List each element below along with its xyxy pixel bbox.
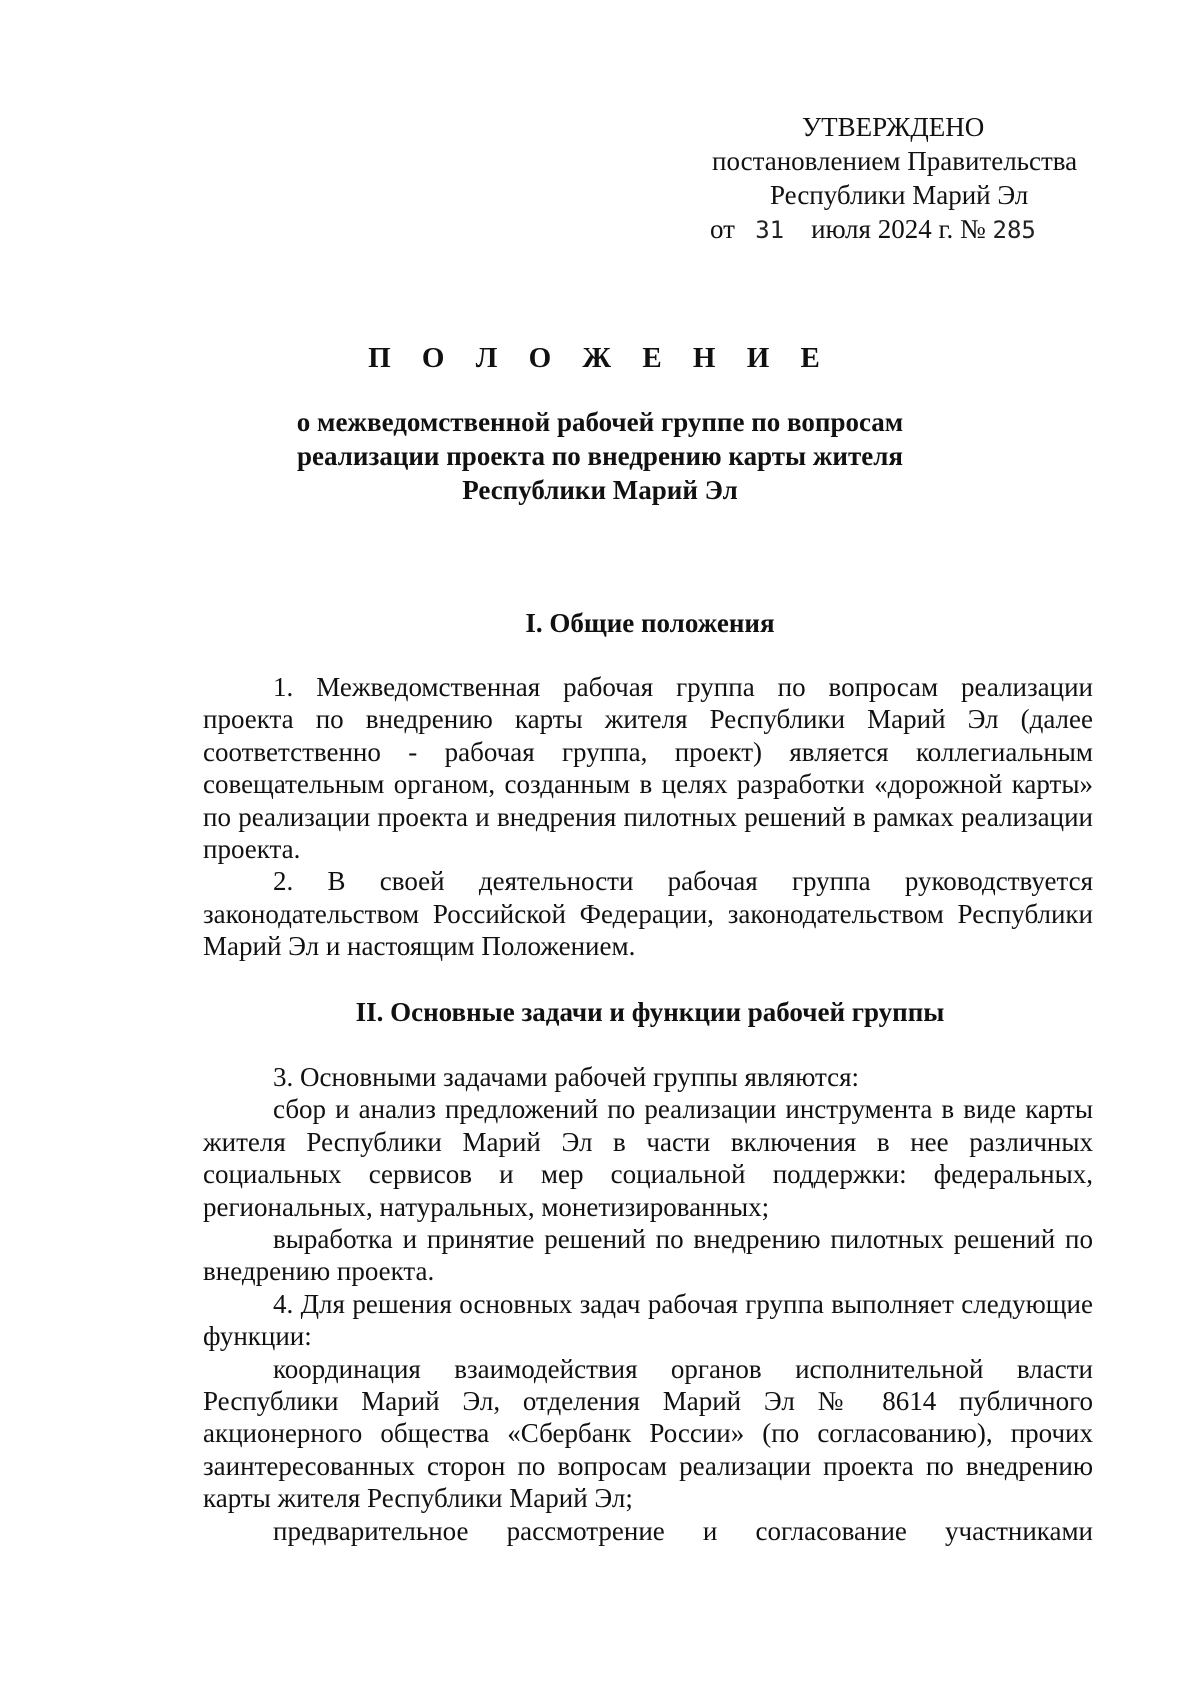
paragraph: 3. Основными задачами рабочей группы являются: <box>273 1062 860 1092</box>
section-heading-2: II. Основные задачи и функции рабочей группы <box>355 997 945 1027</box>
approval-title: УТВЕРЖДЕНО <box>802 112 985 142</box>
approval-date-line <box>680 212 1120 247</box>
paragraph: 2. В своей деятельности рабочая группа руководствуется законодательством Российской Федерации, законодательством Республики Марий Эл и настоящим Положением. <box>203 866 1093 962</box>
date-day: 31 <box>755 216 785 244</box>
paragraph: сбор и анализ предложений по реализации инструмента в виде карты жителя Республики Марий Эл в части включения в нее различных социальных сервисов и мер социальной поддержки: федеральных, региональных, натуральных, монетизированных; <box>203 1094 1093 1222</box>
approval-region: Республики Марий Эл <box>770 180 1029 210</box>
paragraph: 1. Межведомственная рабочая группа по вопросам реализации проекта по внедрению карты жителя Республики Марий Эл (далее соответственно - рабочая группа, проект) является коллегиальным совещательным органом, созданным в целях разработки «дорожной карты» по реализации проекта и внедрения пилотных решений в рамках реализации проекта. <box>203 672 1093 865</box>
approval-authority: постановлением Правительства <box>712 146 1078 176</box>
approval-stamp <box>680 110 1120 247</box>
document-number: 285 <box>992 216 1036 244</box>
subtitle-line: о межведомственной рабочей группе по вопросам <box>296 407 904 437</box>
section-heading-1: I. Общие положения <box>525 608 775 638</box>
paragraph: 4. Для решения основных задач рабочая группа выполняет следующие функции: <box>203 1288 1093 1352</box>
document-title: П О Л О Ж Е Н И Е <box>368 342 832 374</box>
section-2-body <box>203 1061 1093 1547</box>
paragraph: выработка и принятие решений по внедрению пилотных решений по внедрению проекта. <box>203 1224 1093 1287</box>
paragraph: предварительное рассмотрение и согласование участниками <box>273 1515 1093 1546</box>
number-label: № <box>959 214 986 244</box>
document-subtitle <box>200 405 1000 507</box>
paragraph: координация взаимодействия органов исполнительной власти Республики Марий Эл, отделения Марий Эл № 8614 публичного акционерного общества «Сбербанк России» (по согласованию), прочих заинтересованных сторон по вопросам реализации проекта по внедрению карты жителя Республики Марий Эл; <box>203 1353 1093 1514</box>
section-1-body <box>203 671 1093 963</box>
subtitle-line: реализации проекта по внедрению карты жителя <box>297 441 903 471</box>
date-prefix: от <box>710 214 735 244</box>
subtitle-line: Республики Марий Эл <box>462 475 738 505</box>
date-month-year: июля 2024 г. <box>811 214 954 244</box>
